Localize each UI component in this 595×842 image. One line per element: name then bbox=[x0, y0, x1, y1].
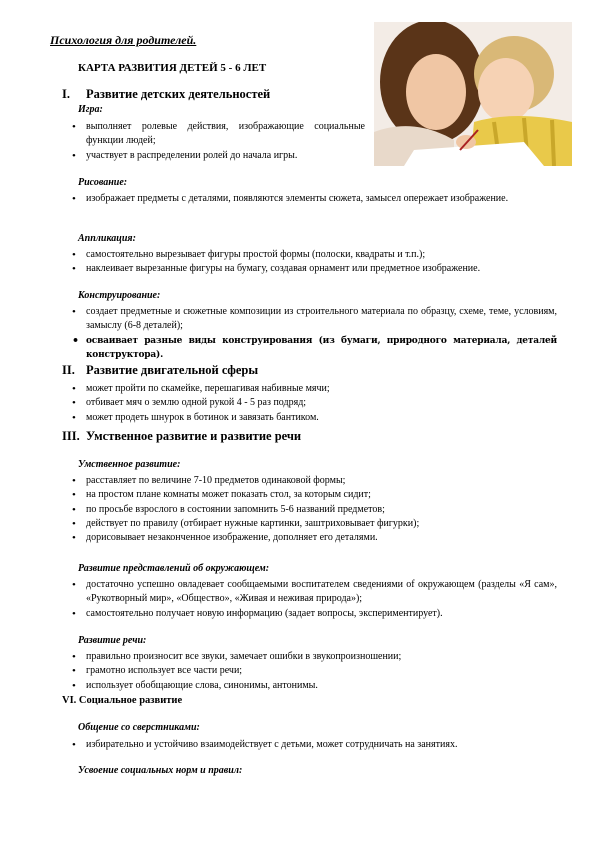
section-number: II. bbox=[62, 363, 75, 377]
section-number: III. bbox=[62, 429, 80, 443]
surroundings-list bbox=[72, 578, 557, 621]
list-item: • самостоятельно получает новую информацию (задает вопросы, экспериментирует). bbox=[72, 607, 557, 621]
list-item: • действует по правилу (отбирает нужные картинки, заштриховывает фигурки); bbox=[72, 517, 557, 531]
subheading-drawing: Рисование: bbox=[78, 177, 128, 188]
list-item: • дорисовывает незаконченное изображение, дополняет его деталями. bbox=[72, 531, 557, 545]
mental-list bbox=[72, 474, 557, 545]
list-item: • правильно произносит все звуки, замечает ошибки в звукопроизношении; bbox=[72, 650, 557, 664]
list-item: • достаточно успешно овладевает сообщаемыми воспитателем сведениями of окружающем (разделы «Я сам», «Рукотворный мир», «Общество», «Живая и неживая природа»); bbox=[72, 578, 557, 607]
section-1-heading bbox=[62, 87, 270, 102]
section-number: I. bbox=[62, 87, 70, 101]
list-item: • использует обобщающие слова, синонимы, антонимы. bbox=[72, 679, 557, 693]
list-item: • избирательно и устойчиво взаимодействует с детьми, может сотрудничать на занятиях. bbox=[72, 738, 557, 752]
list-item: • может продеть шнурок в ботинок и завязать бантиком. bbox=[72, 411, 557, 425]
subheading-construction: Конструирование: bbox=[78, 290, 161, 301]
subheading-peers: Общение со сверстниками: bbox=[78, 722, 200, 733]
list-item: • расставляет по величине 7-10 предметов одинаковой формы; bbox=[72, 474, 557, 488]
mother-child-photo bbox=[374, 22, 572, 166]
list-item: • грамотно использует все части речи; bbox=[72, 664, 557, 678]
peers-list bbox=[72, 738, 557, 752]
list-item: • создает предметные и сюжетные композиции из строительного материала по образцу, схеме, теме, условиям, замыслу (6-8 деталей); bbox=[72, 305, 557, 334]
section-title: Развитие детских деятельностей bbox=[86, 87, 271, 101]
subheading-norms: Усвоение социальных норм и правил: bbox=[78, 765, 243, 776]
photo-illustration bbox=[374, 22, 572, 166]
play-list bbox=[72, 120, 365, 163]
list-item: • осваивает разные виды конструирования (из бумаги, природного материала, деталей конструктора). bbox=[72, 334, 557, 363]
section-2-heading bbox=[62, 363, 258, 378]
list-item: • самостоятельно вырезывает фигуры простой формы (полоски, квадраты и т.п.); bbox=[72, 248, 557, 262]
page-title: КАРТА РАЗВИТИЯ ДЕТЕЙ 5 - 6 ЛЕТ bbox=[78, 62, 267, 74]
section-3-heading bbox=[62, 429, 301, 444]
list-item: • наклеивает вырезанные фигуры на бумагу, создавая орнамент или предметное изображение. bbox=[72, 262, 557, 276]
subheading-surroundings: Развитие представлений об окружающем: bbox=[78, 563, 270, 574]
section-title: Умственное развитие и развитие речи bbox=[86, 429, 302, 443]
subheading-speech: Развитие речи: bbox=[78, 635, 147, 646]
speech-list bbox=[72, 650, 557, 693]
subheading-applique: Аппликация: bbox=[78, 233, 136, 244]
applique-list bbox=[72, 248, 557, 277]
list-item: • отбивает мяч о землю одной рукой 4 - 5 раз подряд; bbox=[72, 396, 557, 410]
list-item: • участвует в распределении ролей до начала игры. bbox=[72, 149, 365, 163]
list-item: • изображает предметы с деталями, появляются элементы сюжета, замысел опережает изображение. bbox=[72, 192, 557, 206]
subheading-play: Игра: bbox=[78, 104, 103, 115]
drawing-list bbox=[72, 192, 557, 206]
list-item: • может пройти по скамейке, перешагивая набивные мячи; bbox=[72, 382, 557, 396]
section-4-heading: VI. Социальное развитие bbox=[62, 695, 183, 706]
page-header: Психология для родителей. bbox=[50, 33, 197, 47]
section-title: Развитие двигательной сферы bbox=[86, 363, 259, 377]
construction-list bbox=[72, 305, 557, 362]
list-item: • на простом плане комнаты может показать стол, за которым сидит; bbox=[72, 488, 557, 502]
motor-list bbox=[72, 382, 557, 425]
list-item: • выполняет ролевые действия, изображающие социальные функции людей; bbox=[72, 120, 365, 149]
subheading-mental: Умственное развитие: bbox=[78, 459, 181, 470]
list-item: • по просьбе взрослого в состоянии запомнить 5-6 названий предметов; bbox=[72, 503, 557, 517]
